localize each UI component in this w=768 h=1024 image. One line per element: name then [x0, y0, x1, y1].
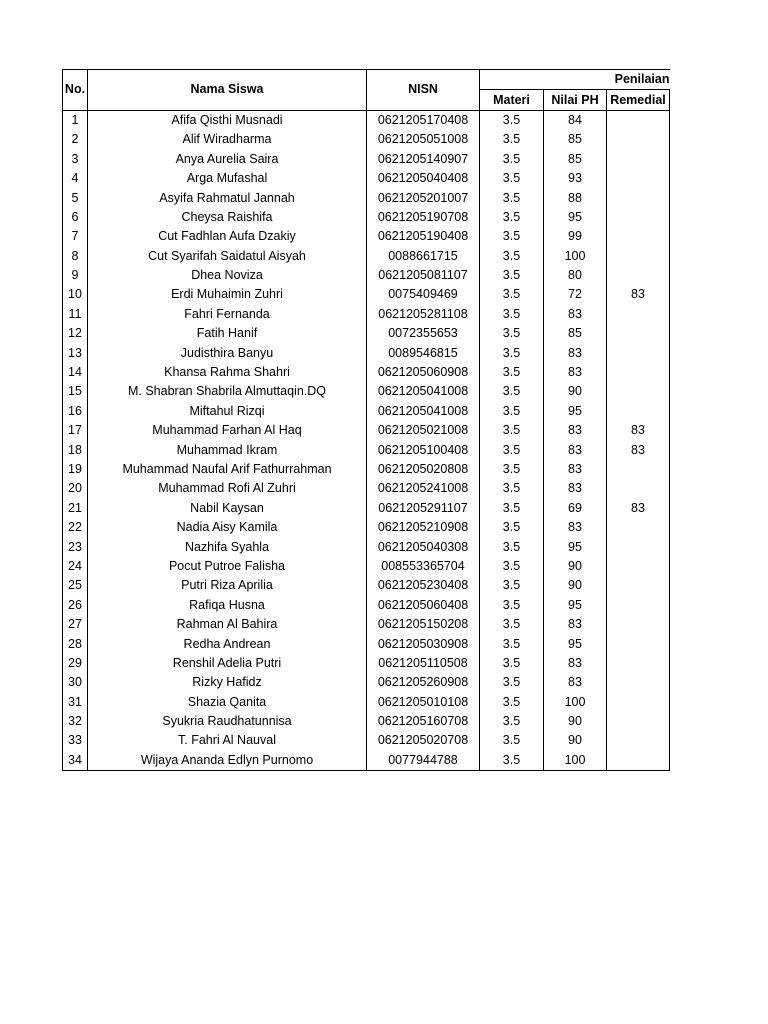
cell-nilai-ph: 95	[544, 634, 607, 653]
cell-nama-siswa: Renshil Adelia Putri	[88, 654, 367, 673]
cell-nilai-ph: 83	[544, 363, 607, 382]
cell-nama-siswa: Pocut Putroe Falisha	[88, 557, 367, 576]
cell-nisn: 0621205051008	[367, 130, 480, 149]
cell-nilai-ph: 95	[544, 402, 607, 421]
cell-nilai-ph: 83	[544, 615, 607, 634]
table-row	[63, 615, 670, 634]
cell-materi: 3.5	[480, 499, 544, 518]
cell-materi: 3.5	[480, 479, 544, 498]
cell-nama-siswa: Muhammad Naufal Arif Fathurrahman	[88, 460, 367, 479]
cell-nilai-ph: 100	[544, 751, 607, 771]
table-row	[63, 576, 670, 595]
table-row	[63, 751, 670, 771]
cell-nisn: 0621205060908	[367, 363, 480, 382]
cell-materi: 3.5	[480, 615, 544, 634]
cell-remedial	[607, 227, 670, 246]
cell-no: 6	[63, 208, 88, 227]
cell-no: 25	[63, 576, 88, 595]
cell-nama-siswa: Muhammad Ikram	[88, 440, 367, 459]
cell-nilai-ph: 90	[544, 382, 607, 401]
cell-no: 17	[63, 421, 88, 440]
cell-nama-siswa: Muhammad Rofi Al Zuhri	[88, 479, 367, 498]
cell-remedial	[607, 731, 670, 750]
cell-nilai-ph: 69	[544, 499, 607, 518]
cell-remedial	[607, 363, 670, 382]
cell-remedial	[607, 751, 670, 771]
cell-nisn: 0621205230408	[367, 576, 480, 595]
table-row	[63, 460, 670, 479]
cell-nama-siswa: Muhammad Farhan Al Haq	[88, 421, 367, 440]
header-materi: Materi	[480, 90, 544, 110]
table-row	[63, 382, 670, 401]
cell-nisn: 0621205160708	[367, 712, 480, 731]
cell-nisn: 0621205020708	[367, 731, 480, 750]
cell-materi: 3.5	[480, 343, 544, 362]
cell-nilai-ph: 100	[544, 693, 607, 712]
table-row	[63, 402, 670, 421]
cell-nisn: 0621205150208	[367, 615, 480, 634]
cell-nilai-ph: 83	[544, 440, 607, 459]
cell-materi: 3.5	[480, 130, 544, 149]
table-row	[63, 266, 670, 285]
header-penilaian	[480, 70, 670, 90]
cell-materi: 3.5	[480, 169, 544, 188]
table-row	[63, 518, 670, 537]
cell-materi: 3.5	[480, 208, 544, 227]
cell-nisn: 0621205210908	[367, 518, 480, 537]
cell-nama-siswa: Nadia Aisy Kamila	[88, 518, 367, 537]
cell-nama-siswa: Rafiqa Husna	[88, 596, 367, 615]
cell-nama-siswa: Khansa Rahma Shahri	[88, 363, 367, 382]
cell-nisn: 0621205081107	[367, 266, 480, 285]
cell-nama-siswa: Shazia Qanita	[88, 693, 367, 712]
cell-materi: 3.5	[480, 460, 544, 479]
cell-nama-siswa: Anya Aurelia Saira	[88, 150, 367, 169]
cell-remedial	[607, 305, 670, 324]
cell-nisn: 008553365704	[367, 557, 480, 576]
cell-materi: 3.5	[480, 673, 544, 692]
table-body	[63, 110, 670, 770]
cell-materi: 3.5	[480, 402, 544, 421]
header-remedial: Remedial	[607, 90, 670, 110]
table-row	[63, 712, 670, 731]
cell-no: 34	[63, 751, 88, 771]
cell-no: 18	[63, 440, 88, 459]
header-no: No.	[63, 70, 88, 111]
cell-no: 9	[63, 266, 88, 285]
cell-nisn: 0075409469	[367, 285, 480, 304]
table-row	[63, 499, 670, 518]
cell-materi: 3.5	[480, 537, 544, 556]
cell-nama-siswa: Cut Fadhlan Aufa Dzakiy	[88, 227, 367, 246]
cell-materi: 3.5	[480, 247, 544, 266]
cell-remedial	[607, 634, 670, 653]
table-row	[63, 479, 670, 498]
cell-remedial	[607, 576, 670, 595]
cell-no: 24	[63, 557, 88, 576]
cell-nilai-ph: 83	[544, 479, 607, 498]
cell-nisn: 0621205291107	[367, 499, 480, 518]
cell-no: 33	[63, 731, 88, 750]
cell-no: 28	[63, 634, 88, 653]
cell-nilai-ph: 90	[544, 557, 607, 576]
table-row	[63, 305, 670, 324]
cell-materi: 3.5	[480, 110, 544, 130]
header-row-1	[63, 70, 670, 90]
cell-remedial	[607, 693, 670, 712]
cell-materi: 3.5	[480, 382, 544, 401]
table-row	[63, 731, 670, 750]
table-row	[63, 285, 670, 304]
table-row	[63, 596, 670, 615]
cell-no: 15	[63, 382, 88, 401]
cell-no: 22	[63, 518, 88, 537]
cell-nama-siswa: Cheysa Raishifa	[88, 208, 367, 227]
cell-remedial	[607, 382, 670, 401]
cell-nama-siswa: T. Fahri Al Nauval	[88, 731, 367, 750]
cell-remedial	[607, 557, 670, 576]
cell-nisn: 0621205040308	[367, 537, 480, 556]
student-grade-table	[62, 69, 670, 771]
cell-nama-siswa: Erdi Muhaimin Zuhri	[88, 285, 367, 304]
cell-nilai-ph: 88	[544, 188, 607, 207]
cell-nama-siswa: Syukria Raudhatunnisa	[88, 712, 367, 731]
table-row	[63, 634, 670, 653]
cell-nilai-ph: 95	[544, 208, 607, 227]
cell-nilai-ph: 83	[544, 460, 607, 479]
cell-nisn: 0621205060408	[367, 596, 480, 615]
cell-nama-siswa: M. Shabran Shabrila Almuttaqin.DQ	[88, 382, 367, 401]
cell-no: 5	[63, 188, 88, 207]
cell-nisn: 0089546815	[367, 343, 480, 362]
table-row	[63, 110, 670, 130]
cell-no: 13	[63, 343, 88, 362]
cell-nilai-ph: 80	[544, 266, 607, 285]
cell-no: 11	[63, 305, 88, 324]
table-row	[63, 188, 670, 207]
cell-nisn: 0621205041008	[367, 382, 480, 401]
table-row	[63, 693, 670, 712]
cell-nilai-ph: 83	[544, 343, 607, 362]
cell-materi: 3.5	[480, 576, 544, 595]
cell-materi: 3.5	[480, 518, 544, 537]
cell-remedial	[607, 247, 670, 266]
cell-materi: 3.5	[480, 227, 544, 246]
cell-nama-siswa: Cut Syarifah Saidatul Aisyah	[88, 247, 367, 266]
cell-no: 3	[63, 150, 88, 169]
cell-nama-siswa: Nabil Kaysan	[88, 499, 367, 518]
table-row	[63, 421, 670, 440]
cell-nama-siswa: Alif Wiradharma	[88, 130, 367, 149]
cell-nama-siswa: Arga Mufashal	[88, 169, 367, 188]
cell-remedial	[607, 537, 670, 556]
cell-nisn: 0621205140907	[367, 150, 480, 169]
header-nisn: NISN	[367, 70, 480, 111]
cell-remedial	[607, 402, 670, 421]
cell-remedial	[607, 518, 670, 537]
cell-no: 10	[63, 285, 88, 304]
cell-nilai-ph: 83	[544, 654, 607, 673]
cell-remedial	[607, 208, 670, 227]
cell-nilai-ph: 90	[544, 576, 607, 595]
table-row	[63, 208, 670, 227]
cell-no: 20	[63, 479, 88, 498]
cell-no: 29	[63, 654, 88, 673]
cell-nama-siswa: Judisthira Banyu	[88, 343, 367, 362]
cell-no: 26	[63, 596, 88, 615]
cell-nisn: 0621205201007	[367, 188, 480, 207]
table-row	[63, 363, 670, 382]
cell-remedial	[607, 343, 670, 362]
cell-nama-siswa: Rahman Al Bahira	[88, 615, 367, 634]
cell-no: 23	[63, 537, 88, 556]
cell-no: 8	[63, 247, 88, 266]
cell-no: 31	[63, 693, 88, 712]
cell-materi: 3.5	[480, 188, 544, 207]
cell-nama-siswa: Fahri Fernanda	[88, 305, 367, 324]
cell-nilai-ph: 85	[544, 130, 607, 149]
cell-nilai-ph: 93	[544, 169, 607, 188]
cell-nilai-ph: 99	[544, 227, 607, 246]
cell-materi: 3.5	[480, 731, 544, 750]
cell-nilai-ph: 95	[544, 537, 607, 556]
cell-materi: 3.5	[480, 557, 544, 576]
cell-nisn: 0621205021008	[367, 421, 480, 440]
cell-nama-siswa: Dhea Noviza	[88, 266, 367, 285]
cell-nilai-ph: 83	[544, 518, 607, 537]
cell-remedial	[607, 673, 670, 692]
cell-remedial	[607, 615, 670, 634]
cell-remedial: 83	[607, 421, 670, 440]
cell-remedial: 83	[607, 499, 670, 518]
cell-nisn: 0621205260908	[367, 673, 480, 692]
cell-materi: 3.5	[480, 363, 544, 382]
cell-nama-siswa: Miftahul Rizqi	[88, 402, 367, 421]
cell-no: 16	[63, 402, 88, 421]
cell-materi: 3.5	[480, 421, 544, 440]
cell-materi: 3.5	[480, 305, 544, 324]
table-row	[63, 673, 670, 692]
table-row	[63, 227, 670, 246]
cell-nilai-ph: 72	[544, 285, 607, 304]
cell-remedial: 83	[607, 440, 670, 459]
cell-remedial	[607, 130, 670, 149]
cell-nilai-ph: 100	[544, 247, 607, 266]
cell-nisn: 0621205030908	[367, 634, 480, 653]
cell-nisn: 0621205041008	[367, 402, 480, 421]
table-row	[63, 324, 670, 343]
cell-nilai-ph: 85	[544, 324, 607, 343]
cell-no: 12	[63, 324, 88, 343]
header-nilai-ph: Nilai PH	[544, 90, 607, 110]
cell-nisn: 0621205241008	[367, 479, 480, 498]
cell-materi: 3.5	[480, 150, 544, 169]
cell-materi: 3.5	[480, 654, 544, 673]
table-row	[63, 247, 670, 266]
cell-materi: 3.5	[480, 266, 544, 285]
cell-nisn: 0621205010108	[367, 693, 480, 712]
cell-materi: 3.5	[480, 712, 544, 731]
cell-nilai-ph: 90	[544, 731, 607, 750]
cell-materi: 3.5	[480, 440, 544, 459]
cell-no: 27	[63, 615, 88, 634]
header-penilaian-label: Penilaian	[614, 72, 670, 87]
cell-no: 19	[63, 460, 88, 479]
cell-nisn: 0621205110508	[367, 654, 480, 673]
cell-remedial	[607, 596, 670, 615]
cell-no: 2	[63, 130, 88, 149]
cell-nama-siswa: Asyifa Rahmatul Jannah	[88, 188, 367, 207]
cell-no: 7	[63, 227, 88, 246]
cell-nisn: 0077944788	[367, 751, 480, 771]
cell-nama-siswa: Nazhifa Syahla	[88, 537, 367, 556]
cell-remedial	[607, 266, 670, 285]
cell-nisn: 0621205190708	[367, 208, 480, 227]
cell-remedial	[607, 324, 670, 343]
cell-nama-siswa: Putri Riza Aprilia	[88, 576, 367, 595]
cell-remedial	[607, 479, 670, 498]
cell-nama-siswa: Redha Andrean	[88, 634, 367, 653]
cell-no: 32	[63, 712, 88, 731]
table-row	[63, 130, 670, 149]
table-row	[63, 440, 670, 459]
cell-nama-siswa: Fatih Hanif	[88, 324, 367, 343]
cell-remedial	[607, 460, 670, 479]
cell-nisn: 0621205100408	[367, 440, 480, 459]
cell-nisn: 0621205281108	[367, 305, 480, 324]
table-row	[63, 169, 670, 188]
table-row	[63, 150, 670, 169]
cell-materi: 3.5	[480, 634, 544, 653]
cell-remedial	[607, 150, 670, 169]
cell-nilai-ph: 95	[544, 596, 607, 615]
cell-nama-siswa: Rizky Hafidz	[88, 673, 367, 692]
cell-nisn: 0621205190408	[367, 227, 480, 246]
cell-no: 14	[63, 363, 88, 382]
cell-nilai-ph: 85	[544, 150, 607, 169]
cell-nama-siswa: Wijaya Ananda Edlyn Purnomo	[88, 751, 367, 771]
grade-sheet	[62, 69, 670, 771]
cell-no: 1	[63, 110, 88, 130]
cell-remedial	[607, 654, 670, 673]
cell-nilai-ph: 90	[544, 712, 607, 731]
cell-remedial	[607, 169, 670, 188]
cell-nisn: 0088661715	[367, 247, 480, 266]
table-row	[63, 343, 670, 362]
cell-nilai-ph: 83	[544, 421, 607, 440]
cell-no: 4	[63, 169, 88, 188]
header-nama-siswa: Nama Siswa	[88, 70, 367, 111]
cell-materi: 3.5	[480, 324, 544, 343]
cell-nama-siswa: Afifa Qisthi Musnadi	[88, 110, 367, 130]
cell-nilai-ph: 83	[544, 305, 607, 324]
cell-nilai-ph: 84	[544, 110, 607, 130]
table-row	[63, 557, 670, 576]
cell-remedial: 83	[607, 285, 670, 304]
cell-remedial	[607, 110, 670, 130]
cell-nilai-ph: 83	[544, 673, 607, 692]
cell-no: 30	[63, 673, 88, 692]
cell-nisn: 0621205020808	[367, 460, 480, 479]
cell-remedial	[607, 712, 670, 731]
table-row	[63, 537, 670, 556]
cell-materi: 3.5	[480, 285, 544, 304]
cell-nisn: 0621205040408	[367, 169, 480, 188]
cell-remedial	[607, 188, 670, 207]
cell-no: 21	[63, 499, 88, 518]
cell-nisn: 0072355653	[367, 324, 480, 343]
cell-materi: 3.5	[480, 751, 544, 771]
cell-materi: 3.5	[480, 596, 544, 615]
cell-materi: 3.5	[480, 693, 544, 712]
cell-nisn: 0621205170408	[367, 110, 480, 130]
table-row	[63, 654, 670, 673]
